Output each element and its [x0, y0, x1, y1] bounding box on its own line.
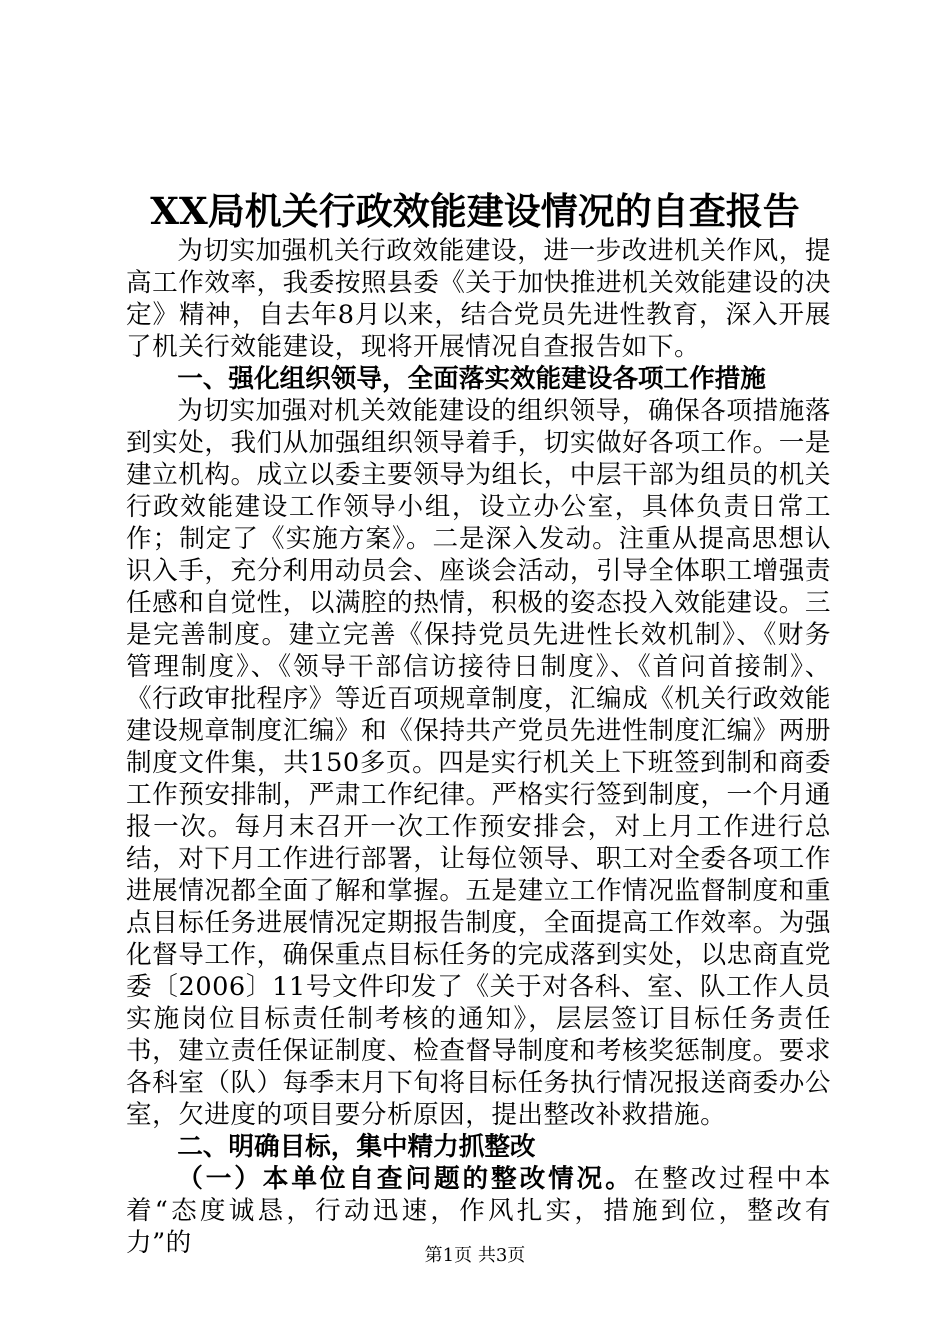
page-number-footer: 第1页 共3页	[424, 1245, 526, 1266]
intro-paragraph: 为切实加强机关行政效能建设，进一步改进机关作风，提高工作效率，我委按照县委《关于加快推进机关效能建设的决定》精神，自去年8月以来，结合党员先进性教育，深入开展了机关行效能建设，现将开展情况自查报告如下。	[126, 236, 831, 362]
document-body	[126, 235, 831, 1259]
section-2-sub-body: 在整改过程中本着“态度诚恳，行动迅速，作风扎实，措施到位，整改有力”的	[126, 1164, 831, 1258]
section-1-paragraph: 为切实加强对机关效能建设的组织领导，确保各项措施落到实处，我们从加强组织领导着手，切实做好各项工作。一是建立机构。成立以委主要领导为组长，中层干部为组员的机关行政效能建设工作领导小组，设立办公室，具体负责日常工作；制定了《实施方案》。二是深入发动。注重从提高思想认识入手，充分利用动员会、座谈会活动，引导全体职工增强责任感和自觉性，以满腔的热情，积极的姿态投入效能建设。三是完善制度。建立完善《保持党员先进性长效机制》、《财务管理制度》、《领导干部信访接待日制度》、《首问首接制》、《行政审批程序》等近百项规章制度，汇编成《机关行政效能建设规章制度汇编》和《保持共产党员先进性制度汇编》两册制度文件集，共150多页。四是实行机关上下班签到制和商委工作预安排制，严肃工作纪律。严格实行签到制度，一个月通报一次。每月末召开一次工作预安排会，对上月工作进行总结，对下月工作进行部署，让每位领导、职工对全委各项工作进展情况都全面了解和掌握。五是建立工作情况监督制度和重点目标任务进展情况定期报告制度，全面提高工作效率。为强化督导工作，确保重点目标任务的完成落到实处，以忠商直党委〔2006〕11号文件印发了《关于对各科、室、队工作人员实施岗位目标责任制考核的通知》，层层签订目标任务责任书，建立责任保证制度、检查督导制度和考核奖惩制度。要求各科室（队）每季末月下旬将目标任务执行情况报送商委办公室，欠进度的项目要分析原因，提出整改补救措施。	[126, 396, 831, 1130]
section-2-heading: 二、明确目标，集中精力抓整改	[177, 1132, 536, 1162]
section-2-sub-heading: （一）本单位自查问题的整改情况。	[177, 1164, 634, 1194]
document-title: XX局机关行政效能建设情况的自查报告	[150, 189, 800, 233]
section-1-heading: 一、强化组织领导，全面落实效能建设各项工作措施	[177, 364, 766, 394]
